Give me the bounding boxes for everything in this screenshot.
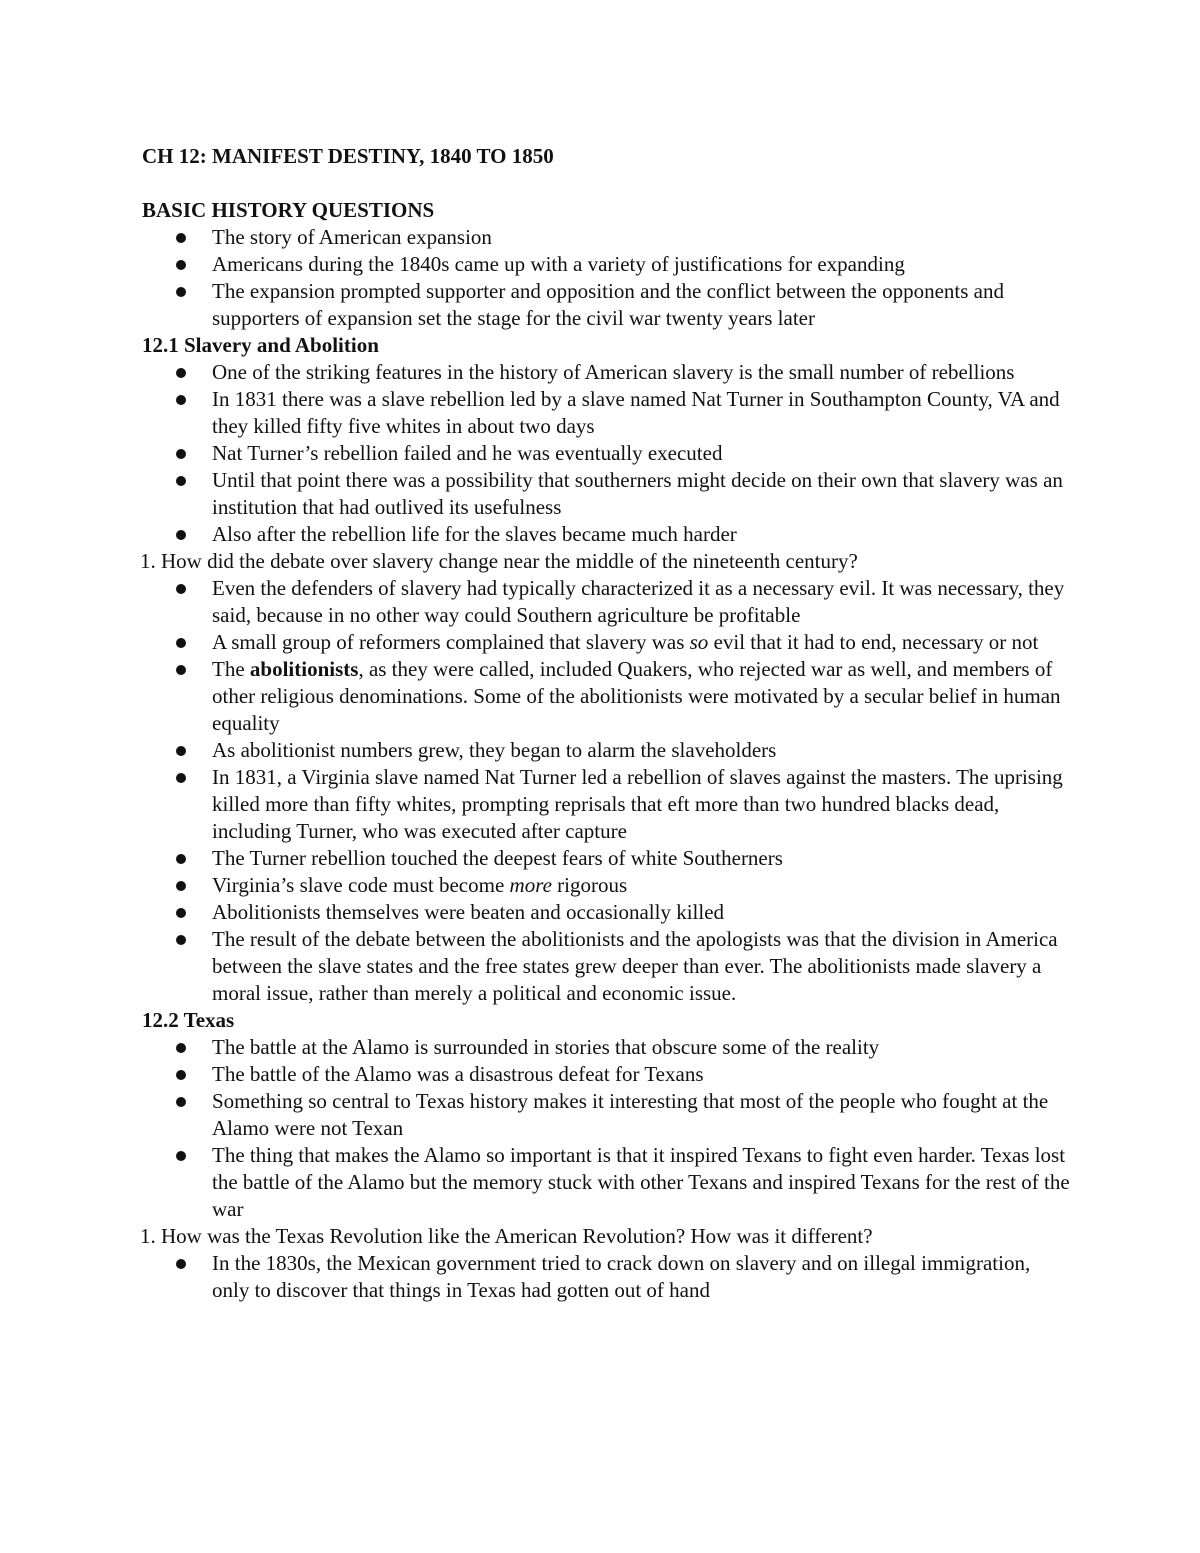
list-item-text-start: The: [212, 657, 250, 681]
list-item: [142, 845, 1072, 872]
list-item-text-start: A small group of reformers complained that slavery was: [212, 630, 690, 654]
bullet-icon: [176, 233, 186, 243]
bullet-icon: [176, 854, 186, 864]
list-item: [142, 656, 1072, 737]
list-item: [142, 440, 1072, 467]
bullet-icon: [176, 746, 186, 756]
bullet-icon: [176, 395, 186, 405]
list-item: [142, 1034, 1072, 1061]
list-item-text: The result of the debate between the abolitionists and the apologists was that the division in America between the slave states and the free states grew deeper than ever. The abolitionists made slavery a moral issue, rather than merely a political and economic issue.: [212, 927, 1058, 1005]
bullet-icon: [176, 665, 186, 675]
list-item: [142, 737, 1072, 764]
list-item: [142, 926, 1072, 1007]
list-item: [142, 764, 1072, 845]
list-item: [142, 467, 1072, 521]
bold-term: abolitionists: [249, 657, 359, 681]
list-item-text: Something so central to Texas history makes it interesting that most of the people who fought at the Alamo were not Texan: [212, 1089, 1049, 1140]
list-item: [142, 278, 1072, 332]
slavery-debate-list: [142, 575, 1072, 1007]
bullet-icon: [176, 287, 186, 297]
list-item-text: The thing that makes the Alamo so important is that it inspired Texans to fight even harder. Texas lost the battle of the Alamo but the memory stuck with other Texans and inspired Texans for the rest of the war: [212, 1143, 1070, 1221]
bullet-icon: [176, 1151, 186, 1161]
list-item: [142, 1088, 1072, 1142]
list-item: [142, 575, 1072, 629]
list-item-text: In 1831, a Virginia slave named Nat Turner led a rebellion of slaves against the masters. The uprising killed more than fifty whites, prompting reprisals that eft more than two hundred blacks dead, including Turner, who was executed after capture: [212, 765, 1063, 843]
list-item: [142, 521, 1072, 548]
document-title: CH 12: MANIFEST DESTINY, 1840 TO 1850: [142, 144, 554, 168]
list-item: [142, 899, 1072, 926]
question-texas-revolution: [140, 1223, 1072, 1250]
bullet-icon: [176, 773, 186, 783]
question-number: 1.: [140, 1224, 156, 1248]
bullet-icon: [176, 1097, 186, 1107]
list-item-text: In 1831 there was a slave rebellion led by a slave named Nat Turner in Southampton County, VA and they killed fifty five whites in about two days: [212, 387, 1060, 438]
emphasis-text: so: [689, 630, 709, 654]
list-item: [142, 251, 1072, 278]
question-slavery-debate: [140, 548, 1072, 575]
list-item: [142, 1061, 1072, 1088]
list-item-text: As abolitionist numbers grew, they began to alarm the slaveholders: [212, 738, 777, 762]
list-item-text-end: , as they were called, included Quakers, who rejected war as well, and members of other religious denominations. Some of the abolitionists were motivated by a secular belief in human equality: [212, 657, 1061, 735]
list-item-text: The story of American expansion: [212, 225, 492, 249]
question-text: How did the debate over slavery change near the middle of the nineteenth century?: [161, 549, 858, 573]
bullet-icon: [176, 368, 186, 378]
bullet-icon: [176, 638, 186, 648]
section-heading-slavery: 12.1 Slavery and Abolition: [142, 333, 379, 357]
list-item-text: One of the striking features in the history of American slavery is the small number of rebellions: [212, 360, 1015, 384]
list-item: [142, 386, 1072, 440]
list-item-text: Until that point there was a possibility that southerners might decide on their own that slavery was an institution that had outlived its usefulness: [212, 468, 1063, 519]
slavery-list: [142, 359, 1072, 548]
bullet-icon: [176, 530, 186, 540]
question-number: 1.: [140, 549, 156, 573]
question-text: How was the Texas Revolution like the American Revolution? How was it different?: [161, 1224, 873, 1248]
list-item: [142, 1142, 1072, 1223]
list-item: [142, 629, 1072, 656]
texas-list: [142, 1034, 1072, 1223]
list-item-text: Abolitionists themselves were beaten and occasionally killed: [212, 900, 725, 924]
list-item-text-end: rigorous: [551, 873, 628, 897]
list-item-text: In the 1830s, the Mexican government tried to crack down on slavery and on illegal immigration, only to discover that things in Texas had gotten out of hand: [212, 1251, 1031, 1302]
basic-questions-list: [142, 224, 1072, 332]
bullet-icon: [176, 476, 186, 486]
list-item: [142, 1250, 1072, 1304]
bullet-icon: [176, 908, 186, 918]
bullet-icon: [176, 1259, 186, 1269]
list-item: [142, 872, 1072, 899]
basic-questions-heading: BASIC HISTORY QUESTIONS: [142, 198, 435, 222]
list-item: [142, 359, 1072, 386]
list-item-text: The Turner rebellion touched the deepest fears of white Southerners: [212, 846, 783, 870]
bullet-icon: [176, 260, 186, 270]
section-heading-texas: 12.2 Texas: [142, 1008, 235, 1032]
list-item: [142, 224, 1072, 251]
list-item-text: The expansion prompted supporter and opposition and the conflict between the opponents and supporters of expansion set the stage for the civil war twenty years later: [212, 279, 1004, 330]
list-item-text: Nat Turner’s rebellion failed and he was eventually executed: [212, 441, 723, 465]
list-item-text-start: Virginia’s slave code must become: [212, 873, 510, 897]
document-page: [142, 143, 1072, 1304]
texas-revolution-list: [142, 1250, 1072, 1304]
bullet-icon: [176, 1043, 186, 1053]
list-item-text: Even the defenders of slavery had typically characterized it as a necessary evil. It was necessary, they said, because in no other way could Southern agriculture be profitable: [212, 576, 1065, 627]
list-item-text: The battle at the Alamo is surrounded in stories that obscure some of the reality: [212, 1035, 880, 1059]
list-item-text-end: evil that it had to end, necessary or not: [708, 630, 1039, 654]
bullet-icon: [176, 584, 186, 594]
bullet-icon: [176, 449, 186, 459]
bullet-icon: [176, 1070, 186, 1080]
emphasis-text: more: [509, 873, 552, 897]
bullet-icon: [176, 881, 186, 891]
bullet-icon: [176, 935, 186, 945]
list-item-text: The battle of the Alamo was a disastrous defeat for Texans: [212, 1062, 704, 1086]
list-item-text: Also after the rebellion life for the slaves became much harder: [212, 522, 737, 546]
list-item-text: Americans during the 1840s came up with a variety of justifications for expanding: [212, 252, 905, 276]
